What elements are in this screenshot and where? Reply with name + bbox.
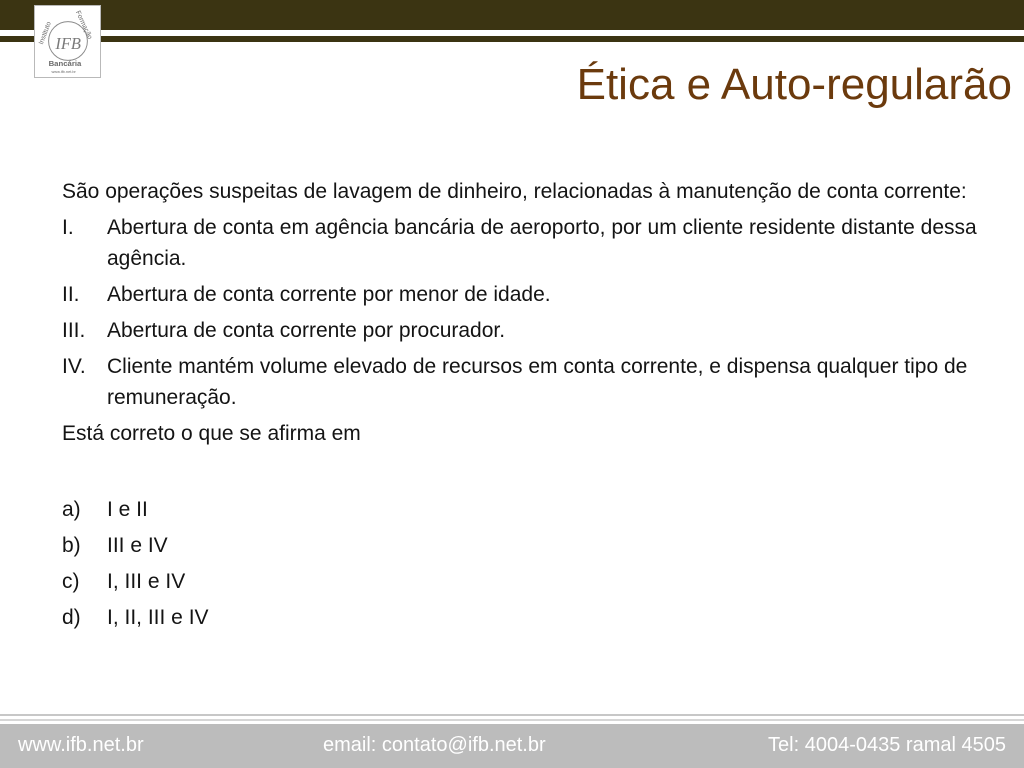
list-item-text: Abertura de conta corrente por menor de idade. [107,283,551,306]
answer-option-letter: d) [62,606,81,629]
list-item-number: II. [62,283,80,306]
question-intro: São operações suspeitas de lavagem de dinheiro, relacionadas à manutenção de conta corrente: [62,180,967,203]
list-item-number: I. [62,216,74,239]
slide-title: Ética e Auto-regularão [576,60,1012,109]
list-item-text: Cliente mantém volume elevado de recursos em conta corrente, e dispensa qualquer tipo de remuneração. [107,355,968,409]
answer-option-letter: c) [62,570,80,593]
list-item [62,315,982,346]
logo-text-ifb: IFB [55,33,82,53]
logo-text-url: www.ifb.net.br [51,69,76,75]
footer-phone: Tel: 4004-0435 ramal 4505 [768,734,1006,756]
answer-option-text: III e IV [107,534,168,557]
logo-text-formacao: Formação [73,9,94,41]
list-item [62,212,982,274]
slide-content [62,176,982,638]
logo-text-instituto: Instituto [38,20,53,46]
footer-bar [0,724,1024,768]
header-band [0,0,1024,30]
header-rule [0,36,1024,42]
ifb-logo [34,5,101,78]
question-prompt: Está correto o que se afirma em [62,422,361,445]
answer-option-text: I, II, III e IV [107,606,209,629]
footer-website: www.ifb.net.br [18,734,144,756]
list-item-number: III. [62,319,86,342]
list-item-text: Abertura de conta em agência bancária de aeroporto, por um cliente residente distante dessa agência. [107,216,977,270]
answer-option-text: I, III e IV [107,570,186,593]
footer-divider [0,714,1024,716]
answer-option [62,494,982,525]
footer-divider [0,719,1024,721]
spacer [62,454,982,494]
list-item [62,279,982,310]
answer-option [62,566,982,597]
ifb-logo-graphic [35,6,100,77]
answer-option-text: I e II [107,498,148,521]
answer-option-letter: b) [62,534,81,557]
footer-email: email: contato@ifb.net.br [323,734,546,756]
list-item [62,351,982,413]
list-item-text: Abertura de conta corrente por procurador. [107,319,506,342]
answer-option [62,530,982,561]
answer-option-letter: a) [62,498,81,521]
answer-option [62,602,982,633]
logo-text-bancaria: Bancária [48,59,82,69]
list-item-number: IV. [62,355,86,378]
